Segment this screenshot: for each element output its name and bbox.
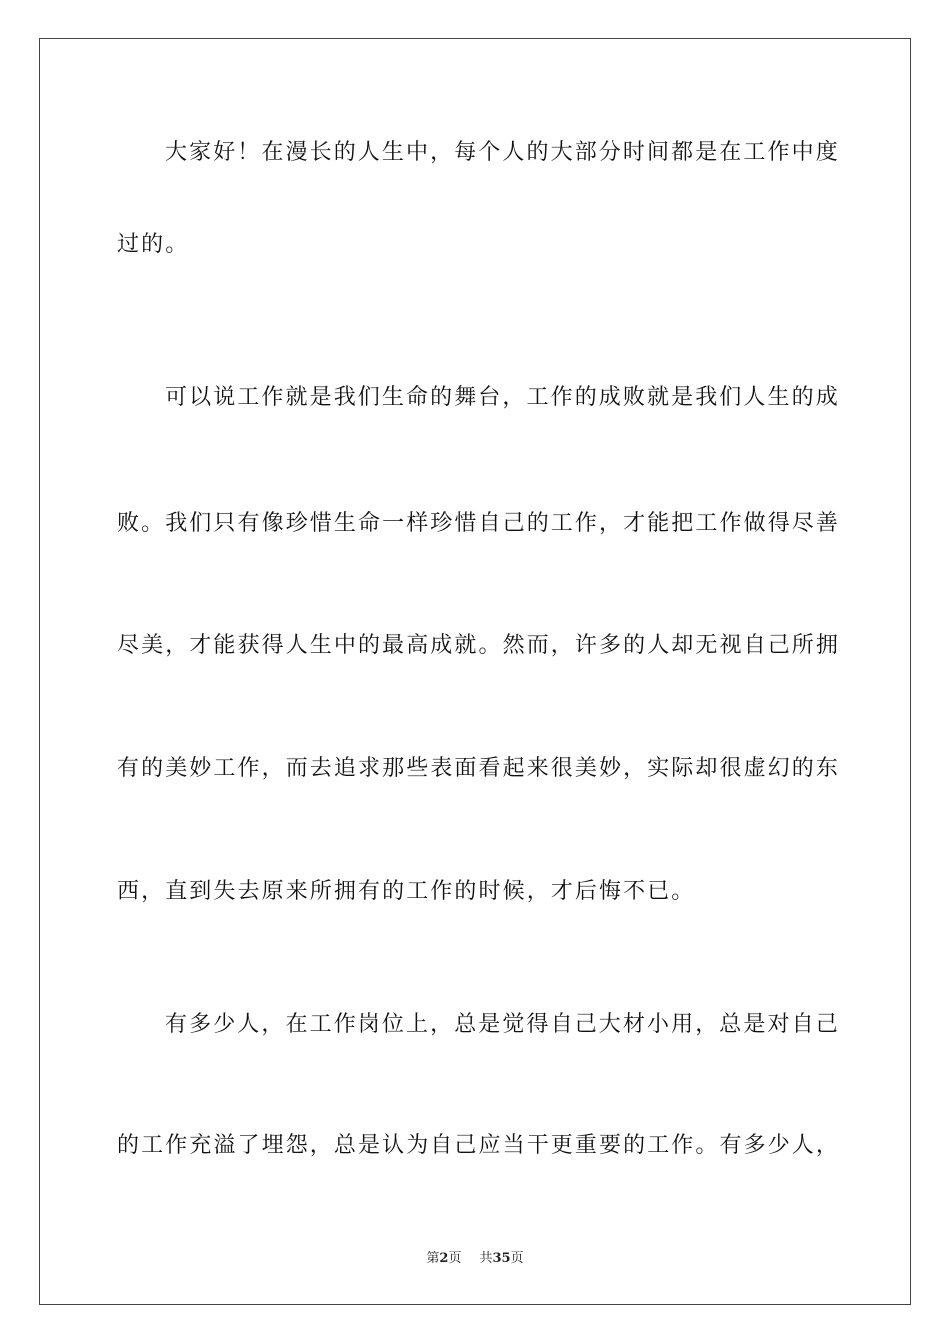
total-suffix: 页	[510, 1251, 524, 1266]
paragraph-line: 过的。	[117, 232, 190, 257]
page-border	[39, 38, 911, 1305]
paragraph-line: 尽美，才能获得人生中的最高成就。然而，许多的人却无视自己所拥	[117, 633, 841, 658]
paragraph-line: 的工作充溢了埋怨，总是认为自己应当干更重要的工作。有多少人，	[117, 1133, 841, 1158]
page-footer	[0, 1247, 950, 1266]
paragraph-line: 可以说工作就是我们生命的舞台，工作的成败就是我们人生的成	[165, 385, 840, 410]
page-suffix: 页	[448, 1251, 462, 1266]
total-pages: 35	[492, 1251, 511, 1266]
page-prefix: 第	[426, 1251, 440, 1266]
paragraph-line: 败。我们只有像珍惜生命一样珍惜自己的工作，才能把工作做得尽善	[117, 511, 841, 536]
paragraph-line: 有的美妙工作，而去追求那些表面看起来很美妙，实际却很虚幻的东	[117, 756, 841, 781]
paragraph-line: 大家好！在漫长的人生中，每个人的大部分时间都是在工作中度	[165, 140, 840, 165]
page-number: 2	[439, 1251, 449, 1266]
paragraph-line: 西，直到失去原来所拥有的工作的时候，才后悔不已。	[117, 879, 696, 904]
total-prefix: 共	[479, 1251, 493, 1266]
paragraph-line: 有多少人，在工作岗位上，总是觉得自己大材小用，总是对自己	[165, 1012, 840, 1037]
